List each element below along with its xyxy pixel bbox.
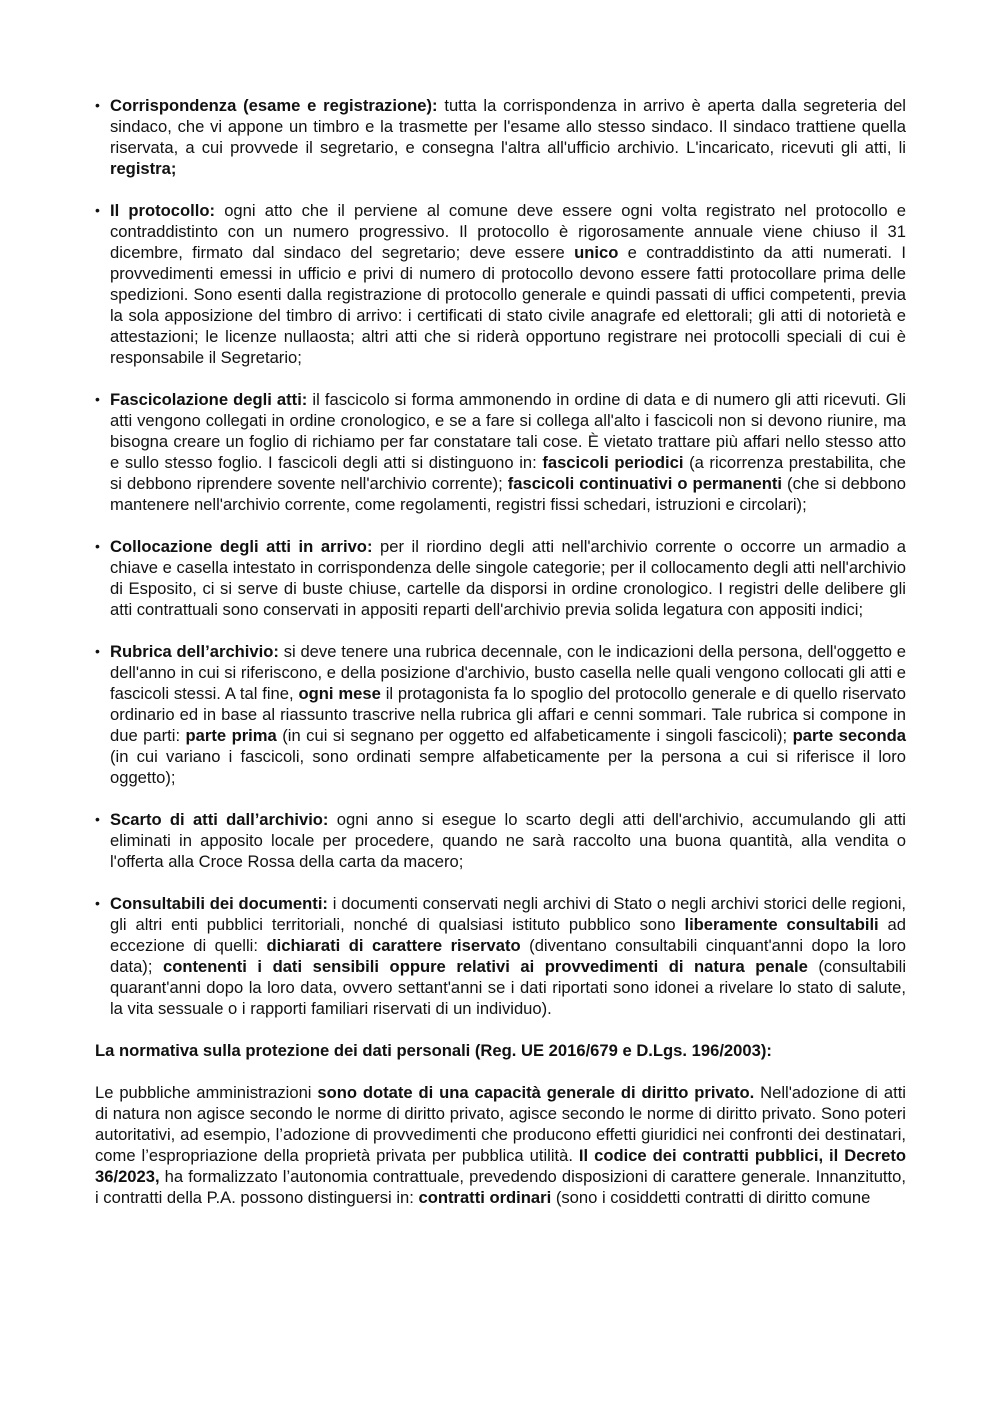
item-text: (a ricorrenza prestabilita, che si debbono riprendere sovente nell'archivio corrente);: [110, 453, 906, 493]
para-text: Le pubbliche amministrazioni: [95, 1083, 318, 1102]
item-text: (consultabili quarant'anni dopo la loro data, ovvero settant'anni se i dati riportati sono idonei a rivelare lo stato di salute, la vita sessuale o i rapporti familiari riservati di un individuo).: [110, 957, 907, 1018]
list-item-fascicolazione: [95, 389, 906, 515]
list-item-scarto: [95, 809, 906, 872]
bullet-icon: •: [95, 97, 100, 113]
para-bold: Il codice dei contratti pubblici, il Decreto 36/2023,: [95, 1146, 906, 1186]
item-bold: fascicoli periodici: [542, 453, 684, 472]
bullet-icon: •: [95, 643, 100, 659]
item-text: si deve tenere una rubrica decennale, con le indicazioni della persona, dell'oggetto e dell'anno in cui si riferiscono, e della posizione d'archivio, busto casella nelle quali vengono collocati gli atti e fascicoli stessi. A tal fine,: [110, 642, 907, 703]
bullet-icon: •: [95, 538, 100, 554]
item-text: (in cui si segnano per oggetto ed alfabeticamente i singoli fascicoli);: [276, 726, 793, 745]
bullet-icon: •: [95, 811, 100, 827]
item-bold: registra;: [110, 159, 177, 178]
para-bold: contratti ordinari: [418, 1188, 552, 1207]
item-term: Rubrica dell’archivio:: [110, 642, 279, 661]
item-bold: unico: [574, 243, 619, 262]
item-text: (in cui variano i fascicoli, sono ordinati sempre alfabeticamente per la persona a cui si riferisce il loro oggetto);: [110, 747, 906, 787]
item-term: Corrispondenza (esame e registrazione):: [110, 96, 438, 115]
list-item-corrispondenza: [95, 95, 906, 179]
item-text: per il riordino degli atti nell'archivio corrente o occorre un armadio a chiave e casella intestato in corrispondenza delle singole categorie; per il collocamento degli atti nell'archivio di Esposito, ci si serve di buste chiuse, cartelle da disporsi in ordine cronologico. I registri delle delibere gli atti contrattuali sono conservati in appositi reparti dell'archivio previa solida legatura con appositi indici;: [110, 537, 906, 619]
para-text: ha formalizzato l’autonomia contrattuale, prevedendo disposizioni di carattere generale. Innanzitutto, i contratti della P.A. possono distinguersi in:: [95, 1167, 906, 1207]
list-item-collocazione: [95, 536, 906, 620]
document-page: [95, 95, 906, 1208]
item-text: (diventano consultabili cinquant'anni dopo la loro data);: [110, 936, 907, 976]
para-bold: sono dotate di una capacità generale di diritto privato.: [317, 1083, 755, 1102]
item-text: (che si debbono mantenere nell'archivio corrente, come regolamenti, registri fissi schedari, istruzioni e circolari);: [110, 474, 907, 514]
section-heading: La normativa sulla protezione dei dati personali (Reg. UE 2016/679 e D.Lgs. 196/2003):: [95, 1041, 772, 1060]
item-text: il protagonista fa lo spoglio del protocollo generale e di quello riservato ordinario ed in base al riassunto trascrive nella rubrica gli affari e cenni sommari. Tale rubrica si compone in due parti:: [110, 684, 906, 745]
item-text: ogni anno si esegue lo scarto degli atti dell'archivio, accumulando gli atti eliminati in apposito locale per procedere, quando ne sarà raccolto una buona quantità, alla vendita o l'offerta alla Croce Rossa della carta da macero;: [110, 810, 906, 871]
item-bold: liberamente consultabili: [684, 915, 879, 934]
item-bold: parte seconda: [792, 726, 906, 745]
item-text: ad eccezione di quelli:: [110, 915, 906, 955]
item-term: Consultabili dei documenti:: [110, 894, 328, 913]
list-item-rubrica: [95, 641, 906, 788]
item-term: Fascicolazione degli atti:: [110, 390, 308, 409]
list-item-consultabili: [95, 893, 906, 1019]
item-bold: parte prima: [185, 726, 277, 745]
item-bold: dichiarati di carattere riservato: [266, 936, 521, 955]
item-bold: fascicoli continuativi o permanenti: [507, 474, 783, 493]
bullet-icon: •: [95, 391, 100, 407]
item-text: tutta la corrispondenza in arrivo è aperta dalla segreteria del sindaco, che vi appone un timbro e la trasmette per l'esame allo stesso sindaco. Il sindaco trattiene quella riservata, a cui provvede il segretario, e consegna l'altra all'ufficio archivio. L'incaricato, ricevuti gli atti, li: [110, 96, 906, 157]
item-bold: contenenti i dati sensibili oppure relativi ai provvedimenti di natura penale: [162, 957, 808, 976]
item-text: e contraddistinto da atti numerati. I provvedimenti emessi in ufficio e privi di numero di protocollo devono essere fatti protocollare prima delle spedizioni. Sono esenti dalla registrazione di protocollo generale e quindi passati di uffici competenti, previa la sola apposizione del timbro di arrivo: i certificati di stato civile anagrafe ed elettorali; gli atti di notorietà e attestazioni; le licenze nullaosta; altri atti che si riderà opportuno registrare nei protocolli speciali di cui è responsabile il Segretario;: [110, 243, 906, 367]
bullet-icon: •: [95, 202, 100, 218]
para-text: (sono i cosiddetti contratti di diritto comune: [551, 1188, 871, 1207]
bullet-icon: •: [95, 895, 100, 911]
item-text: ogni atto che il perviene al comune deve essere ogni volta registrato nel protocollo e contraddistinto con un numero progressivo. Il protocollo è rigorosamente annuale viene chiuso il 31 dicembre, firmato dal sindaco del segretario; deve essere: [110, 201, 906, 262]
para-text: Nell'adozione di atti di natura non agisce secondo le norme di diritto privato, agisce secondo le norme di diritto privato. Sono poteri autoritativi, ad esempio, l’adozione di provvedimenti che producono effetti giuridici nei confronti dei destinatari, come l’espropriazione della proprietà privata per pubblica utilità.: [95, 1083, 906, 1165]
list-item-protocollo: [95, 200, 906, 368]
item-bold: ogni mese: [298, 684, 381, 703]
body-paragraph: [95, 1082, 906, 1208]
item-text: il fascicolo si forma ammonendo in ordine di data e di numero gli atti ricevuti. Gli atti vengono collegati in ordine cronologico, e se a fare si collega all'alto i fascicoli non si devono riunire, ma bisogna creare un foglio di richiamo per far constatare tali cose. È vietato trattare più affari nello stesso atto e sullo stesso foglio. I fascicoli degli atti si distinguono in:: [110, 390, 906, 472]
item-text: i documenti conservati negli archivi di Stato o negli archivi storici delle regioni, gli altri enti pubblici territoriali, nonché di qualsiasi istituto pubblico sono: [110, 894, 906, 934]
item-term: Il protocollo:: [110, 201, 216, 220]
item-term: Scarto di atti dall’archivio:: [110, 810, 329, 829]
item-term: Collocazione degli atti in arrivo:: [110, 537, 373, 556]
